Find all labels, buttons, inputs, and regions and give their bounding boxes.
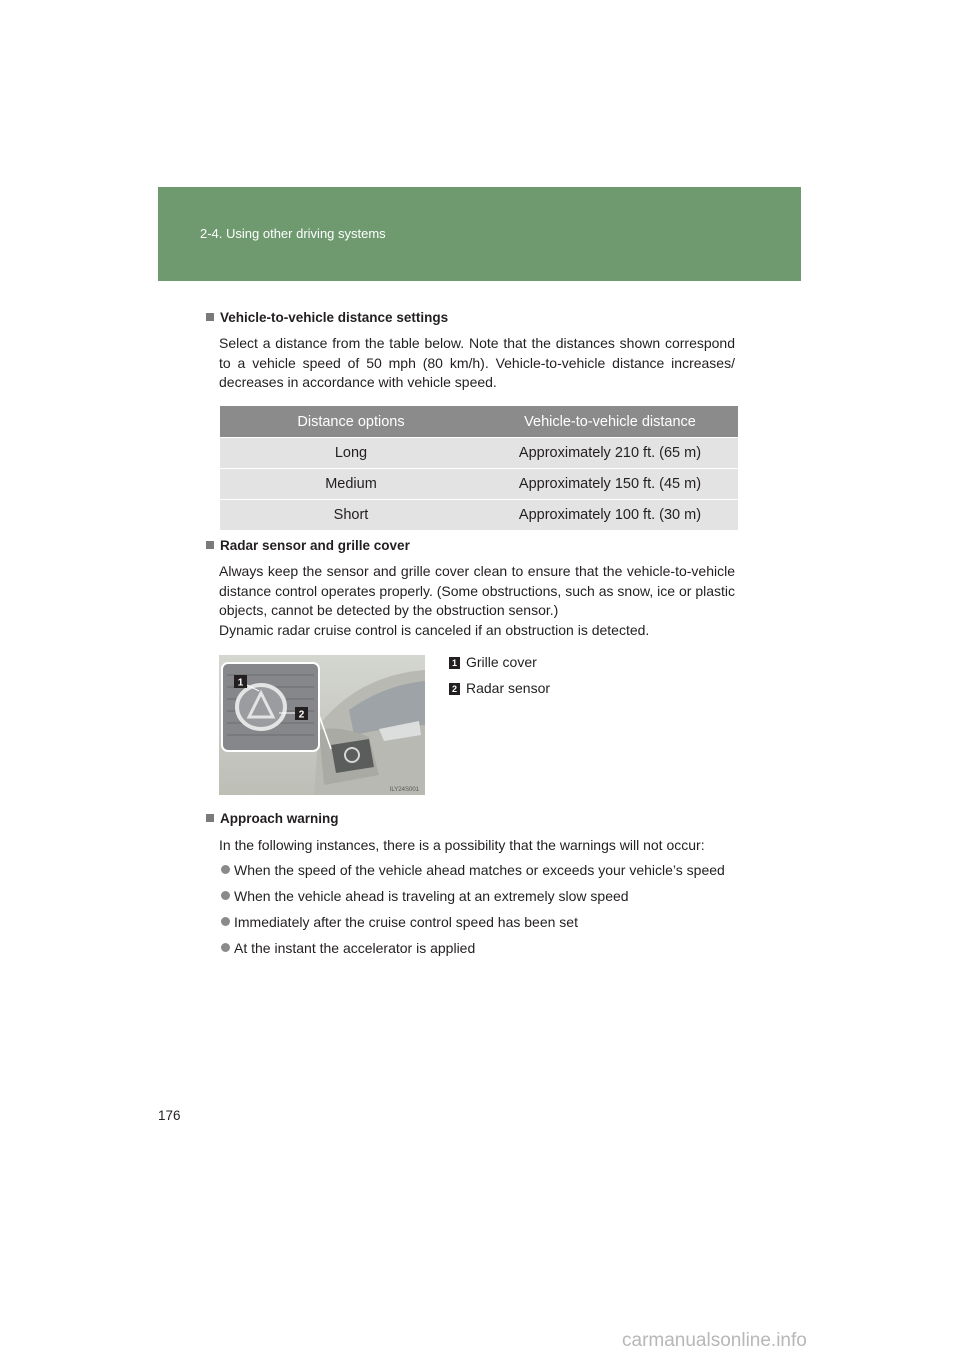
approach-warning-heading: Approach warning xyxy=(206,811,339,826)
grille-radar-photo xyxy=(219,655,425,795)
chapter-title: 2-4. Using other driving systems xyxy=(200,226,386,241)
bullet-dot-icon xyxy=(221,917,230,926)
car-front-illustration xyxy=(219,655,425,795)
table-cell: Approximately 210 ft. (65 m) xyxy=(482,438,738,468)
list-item: When the vehicle ahead is traveling at an extremely slow speed xyxy=(221,888,629,904)
table-row xyxy=(220,469,738,499)
page-number: 176 xyxy=(158,1108,181,1123)
square-bullet-icon xyxy=(206,541,214,549)
table-cell: Short xyxy=(220,500,482,530)
distance-settings-text: Select a distance from the table below. Note that the distances shown correspond to a vehicle speed of 50 mph (80 km/h). Vehicle-to-vehicle distance increases/ decreases in accordance with vehicle speed. xyxy=(219,335,735,390)
approach-warning-intro: In the following instances, there is a possibility that the warnings will not occur: xyxy=(219,837,705,853)
bullet-dot-icon xyxy=(221,891,230,900)
list-item: When the speed of the vehicle ahead matches or exceeds your vehicle’s speed xyxy=(221,862,725,878)
table-row xyxy=(220,438,738,468)
callout-1-text: 1 xyxy=(237,677,244,689)
list-item: Immediately after the cruise control speed has been set xyxy=(221,914,578,930)
table-cell: Approximately 100 ft. (30 m) xyxy=(482,500,738,530)
legend-item-grille-cover: 1 Grille cover xyxy=(449,654,537,670)
square-bullet-icon xyxy=(206,814,214,822)
table-cell: Long xyxy=(220,438,482,468)
legend-item-radar-sensor: 2 Radar sensor xyxy=(449,680,550,696)
distance-settings-heading: Vehicle-to-vehicle distance settings xyxy=(206,310,448,325)
figure-code: ILY24S001 xyxy=(389,787,419,793)
table-header-row xyxy=(220,406,738,437)
table-header-cell: Distance options xyxy=(220,406,482,437)
table-cell: Approximately 150 ft. (45 m) xyxy=(482,469,738,499)
distance-table xyxy=(220,405,738,531)
table-header-cell: Vehicle-to-vehicle distance xyxy=(482,406,738,437)
table-row xyxy=(220,500,738,530)
watermark: carmanualsonline.info xyxy=(622,1330,807,1351)
callout-2-text: 2 xyxy=(298,709,305,721)
square-bullet-icon xyxy=(206,313,214,321)
legend-badge: 1 xyxy=(449,657,460,669)
list-item: At the instant the accelerator is applied xyxy=(221,940,475,956)
bullet-dot-icon xyxy=(221,943,230,952)
legend-badge: 2 xyxy=(449,683,460,695)
table-cell: Medium xyxy=(220,469,482,499)
radar-heading: Radar sensor and grille cover xyxy=(206,538,410,553)
radar-text: Always keep the sensor and grille cover clean to ensure that the vehicle-to-vehicle distance control operates properly. (Some obstructions, such as snow, ice or plastic objects, cannot be detected by the obstruction sensor.) Dynamic radar cruise control is canceled if an obstruction is detected. xyxy=(219,563,735,638)
bullet-dot-icon xyxy=(221,865,230,874)
